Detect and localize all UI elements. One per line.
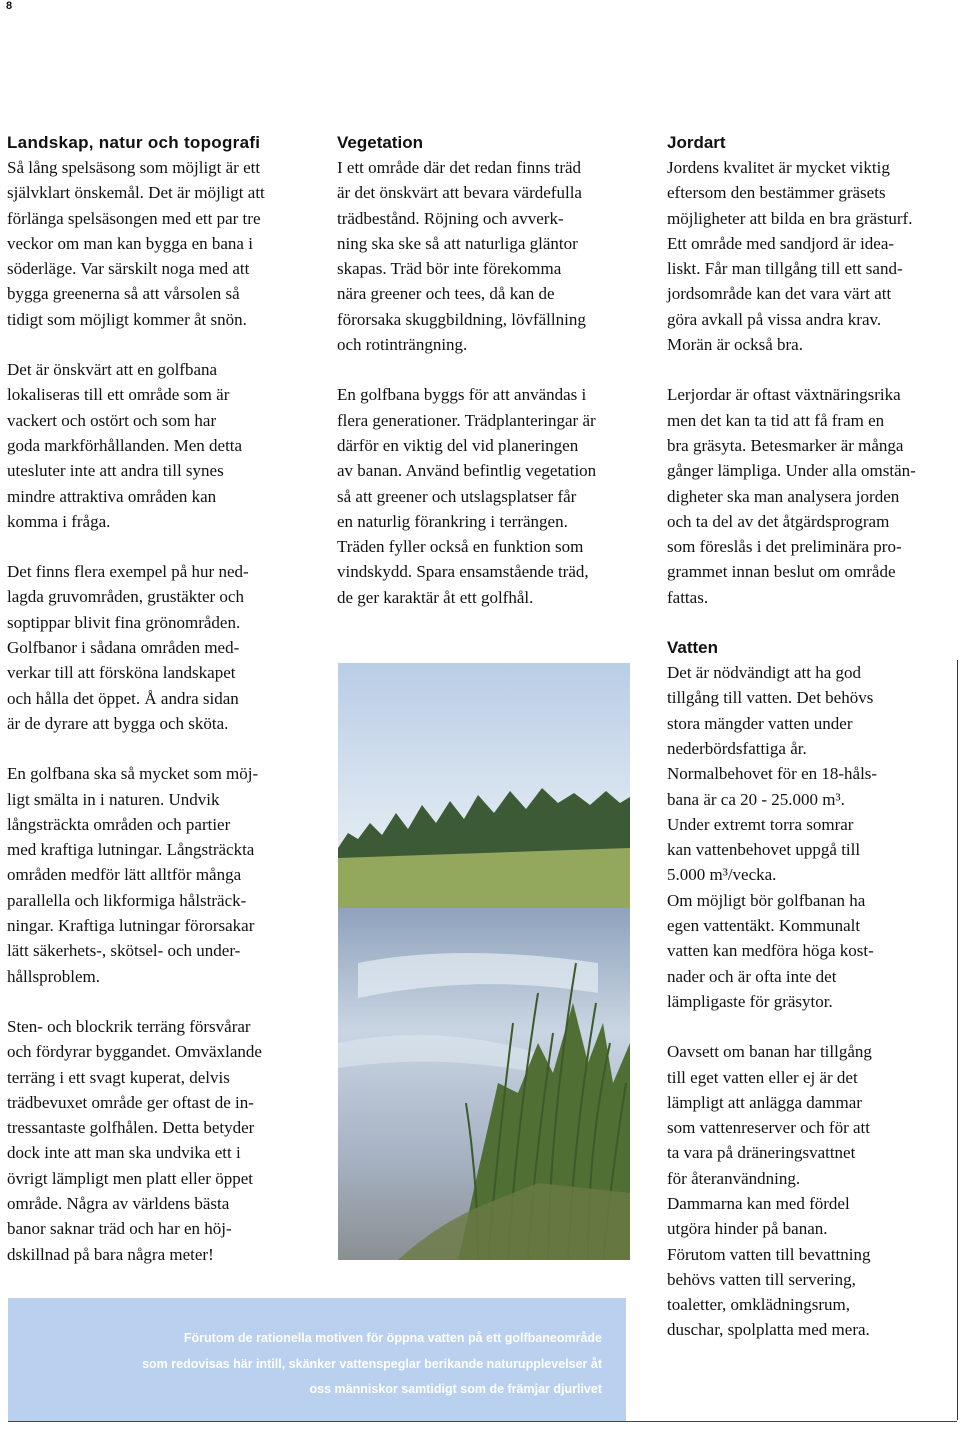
paragraph: Så lång spelsäsong som möjligt är ett självklart önskemål. Det är möjligt att förlänga spelsäsongen med ett par tre veckor om man kan bygga en bana i söderläge. Var särskilt noga med att bygga greenerna så att vårsolen så tidigt som möjligt kommer åt snön. (7, 158, 265, 329)
paragraph: Lerjordar är oftast växtnäringsrika men det kan ta tid att få fram en bra gräsyta. Betesmarker är många gånger lämpliga. Under alla omstän- digheter ska man analysera jorden och ta del av det åtgärdsprogram som föreslås i det preliminära pro- grammet innan beslut om område fattas. (667, 385, 916, 607)
heading-water: Vatten (667, 638, 719, 658)
column-soil-water (667, 130, 957, 1368)
heading-soil: Jordart (667, 133, 726, 152)
paragraph: Jordens kvalitet är mycket viktig eftersom den bestämmer gräsets möjligheter att bilda en bra grästurf. Ett område med sandjord är idea- liskt. Får man tillgång till ett sand- jordsområde kan det vara värt att göra avkall på vissa andra krav. Morän är också bra. (667, 158, 913, 355)
pond-illustration (338, 663, 630, 1260)
bottom-rule (8, 1421, 957, 1422)
paragraph: Det finns flera exempel på hur ned- lagda gruvområden, grustäkter och soptippar blivit fina grönområden. Golfbanor i sådana områden med- verkar till att försköna landskapet och hålla det öppet. Å andra sidan är de dyrare att bygga och sköta. (7, 562, 249, 733)
paragraph: En golfbana byggs för att användas i flera generationer. Trädplanteringar är därför en viktig del vid planeringen av banan. Använd befintlig vegetation så att greener och utslagsplatser får en naturlig förankring i terrängen. Träden fyller också en funktion som vindskydd. Spara ensamstående träd, de ger karaktär åt ett golfhål. (337, 385, 597, 607)
paragraph: Oavsett om banan har tillgång till eget vatten eller ej är det lämpligt att anlägga dammar som vattenreserver och för att ta vara på dräneringsvattnet för återanvändning. Dammarna kan med fördel utgöra hinder på banan. Förutom vatten till bevattning behövs vatten till servering, toaletter, omklädningsrum, duschar, spolplatta med mera. (667, 1042, 872, 1340)
page-number: 8 (6, 0, 13, 12)
paragraph: Sten- och blockrik terräng försvårar och fördyrar byggandet. Omväxlande terräng i ett svagt kuperat, delvis trädbevuxet område ger oftast de in- tressantaste golfhålen. Detta betyder dock inte att man ska undvika ett i övrigt lämpligt men platt eller öppet område. Några av världens bästa banor saknar träd och har en höj- dskillnad på bara några meter! (7, 1016, 262, 1264)
pond-photo (338, 663, 630, 1260)
column-vegetation (337, 130, 637, 635)
photo-caption-box (8, 1298, 626, 1422)
right-rule (957, 660, 958, 1420)
photo-caption: Förutom de rationella motiven för öppna vatten på ett golfbaneområde som redovisas här intill, skänker vattenspeglar berikande naturupplevelser åt oss människor samtidigt som de främjar djurlivet (142, 1331, 602, 1396)
heading-vegetation: Vegetation (337, 133, 423, 152)
paragraph: En golfbana ska så mycket som möj- ligt smälta in i naturen. Undvik långsträckta områden och partier med kraftiga lutningar. Långsträckta områden medför lätt alltför många parallella och likformiga hålsträck- ningar. Kraftiga lutningar förorsakar lätt säkerhets-, skötsel- och under- hållsproblem. (7, 764, 259, 986)
paragraph: Det är nödvändigt att ha god tillgång till vatten. Det behövs stora mängder vatten under nederbördsfattiga år. Normalbehovet för en 18-håls- bana är ca 20 - 25.000 m³. Under extremt torra somrar kan vattenbehovet uppgå till 5.000 m³/vecka. Om möjligt bör golfbanan ha egen vattentäkt. Kommunalt vatten kan medföra höga kost- nader och är ofta inte det lämpligaste för gräsytor. (667, 663, 878, 1011)
column-landscape (7, 130, 307, 1292)
heading-landscape: Landskap, natur och topografi (7, 133, 261, 152)
paragraph: Det är önskvärt att en golfbana lokaliseras till ett område som är vackert och ostört och som har goda markförhållanden. Men detta utesluter inte att andra till synes mindre attraktiva områden kan komma i fråga. (7, 360, 243, 531)
paragraph: I ett område där det redan finns träd är det önskvärt att bevara värdefulla trädbestånd. Röjning och avverk- ning ska ske så att naturliga gläntor skapas. Träd bör inte förekomma nära greener och tees, då kan de förorsaka skuggbildning, lövfällning och rotinträngning. (337, 158, 586, 355)
